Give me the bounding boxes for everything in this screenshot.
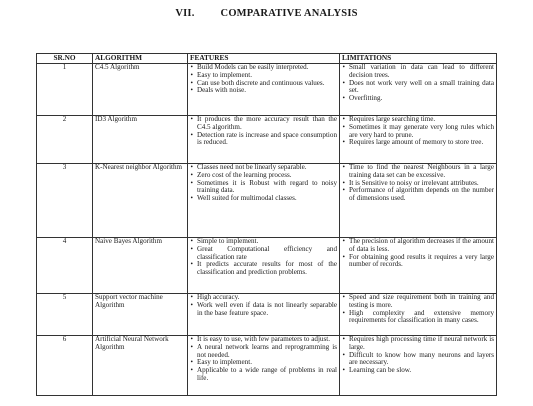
table-row (37, 238, 497, 294)
limitation-item: • Small variation in data can lead to different decision trees. (342, 64, 494, 80)
limitation-item: • Speed and size requirement both in training and testing is more. (342, 294, 494, 310)
comparison-table (36, 53, 497, 396)
limitation-item: • Requires high processing time if neural network is large. (342, 336, 494, 352)
limitation-item: • Time to find the nearest Neighbours in a large training data set can be excessive. (342, 164, 494, 180)
feature-item: • Applicable to a wide range of problems in real life. (190, 367, 337, 383)
limitation-item: • Overfitting. (342, 95, 494, 103)
section-number: VII. (175, 8, 195, 19)
row-limitations (340, 336, 497, 396)
limitation-item: • High complexity and extensive memory requirements for classification in many cases. (342, 310, 494, 326)
header-algorithm: ALGORITHM (93, 54, 188, 64)
table-row (37, 164, 497, 238)
row-limitations (340, 294, 497, 336)
row-features (188, 238, 340, 294)
table-row (37, 336, 497, 396)
section-title: COMPARATIVE ANALYSIS (220, 8, 358, 19)
row-features (188, 164, 340, 238)
feature-item: • A neural network learns and reprogramming is not needed. (190, 344, 337, 360)
row-algorithm: C4.5 Algorithm (93, 64, 188, 116)
table-row (37, 64, 497, 116)
feature-item: • Great Computational efficiency and classification rate (190, 246, 337, 262)
limitation-item: • Requires large amount of memory to store tree. (342, 139, 494, 147)
limitation-item: • The precision of algorithm decreases if the amount of data is less. (342, 238, 494, 254)
section-heading (0, 8, 533, 19)
feature-item: • High accuracy. (190, 294, 337, 302)
feature-item: • Detection rate is increase and space consumption is reduced. (190, 132, 337, 148)
feature-item: • Work well even if data is not linearly separable in the base feature space. (190, 302, 337, 318)
row-features (188, 294, 340, 336)
row-algorithm: K-Nearest neighbor Algorithm (93, 164, 188, 238)
limitation-item: • Does not work very well on a small training data set. (342, 80, 494, 96)
header-srno: SR.NO (37, 54, 93, 64)
row-srno: 6 (37, 336, 93, 396)
row-limitations (340, 164, 497, 238)
row-algorithm: Naive Bayes Algorithm (93, 238, 188, 294)
row-algorithm: Artificial Neural Network Algorithm (93, 336, 188, 396)
limitation-item: • Sometimes it may generate very long rules which are very hard to prune. (342, 124, 494, 140)
row-srno: 4 (37, 238, 93, 294)
feature-item: • Build Models can be easily interpreted. (190, 64, 337, 72)
row-srno: 2 (37, 116, 93, 164)
row-features (188, 336, 340, 396)
limitation-item: • For obtaining good results it requires a very large number of records. (342, 254, 494, 270)
feature-item: • It produces the more accuracy result than the C4.5 algorithm. (190, 116, 337, 132)
row-limitations (340, 116, 497, 164)
feature-item: • Well suited for multimodal classes. (190, 195, 337, 203)
feature-item: • Classes need not be linearly separable. (190, 164, 337, 172)
header-features: FEATURES (188, 54, 340, 64)
feature-item: • Zero cost of the learning process. (190, 172, 337, 180)
feature-item: • Simple to implement. (190, 238, 337, 246)
row-algorithm: ID3 Algorithm (93, 116, 188, 164)
limitation-item: • It is Sensitive to noisy or irrelevant attributes. (342, 180, 494, 188)
row-features (188, 64, 340, 116)
feature-item: • Deals with noise. (190, 87, 337, 95)
row-limitations (340, 64, 497, 116)
feature-item: • Can use both discrete and continuous values. (190, 80, 337, 88)
feature-item: • It predicts accurate results for most of the classification and prediction problems. (190, 261, 337, 277)
feature-item: • Easy to implement. (190, 72, 337, 80)
feature-item: • Sometimes it is Robust with regard to noisy training data. (190, 180, 337, 196)
feature-item: • It is easy to use, with few parameters to adjust. (190, 336, 337, 344)
limitation-item: • Requires large searching time. (342, 116, 494, 124)
table-row (37, 116, 497, 164)
limitation-item: • Performance of algorithm depends on the number of dimensions used. (342, 187, 494, 203)
row-srno: 5 (37, 294, 93, 336)
table-header-row (37, 54, 497, 64)
row-limitations (340, 238, 497, 294)
header-limitations: LIMITATIONS (340, 54, 497, 64)
row-srno: 1 (37, 64, 93, 116)
limitation-item: • Learning can be slow. (342, 367, 494, 375)
table-row (37, 294, 497, 336)
row-srno: 3 (37, 164, 93, 238)
row-algorithm: Support vector machine Algorithm (93, 294, 188, 336)
row-features (188, 116, 340, 164)
limitation-item: • Difficult to know how many neurons and layers are necessary. (342, 352, 494, 368)
feature-item: • Easy to implement. (190, 359, 337, 367)
